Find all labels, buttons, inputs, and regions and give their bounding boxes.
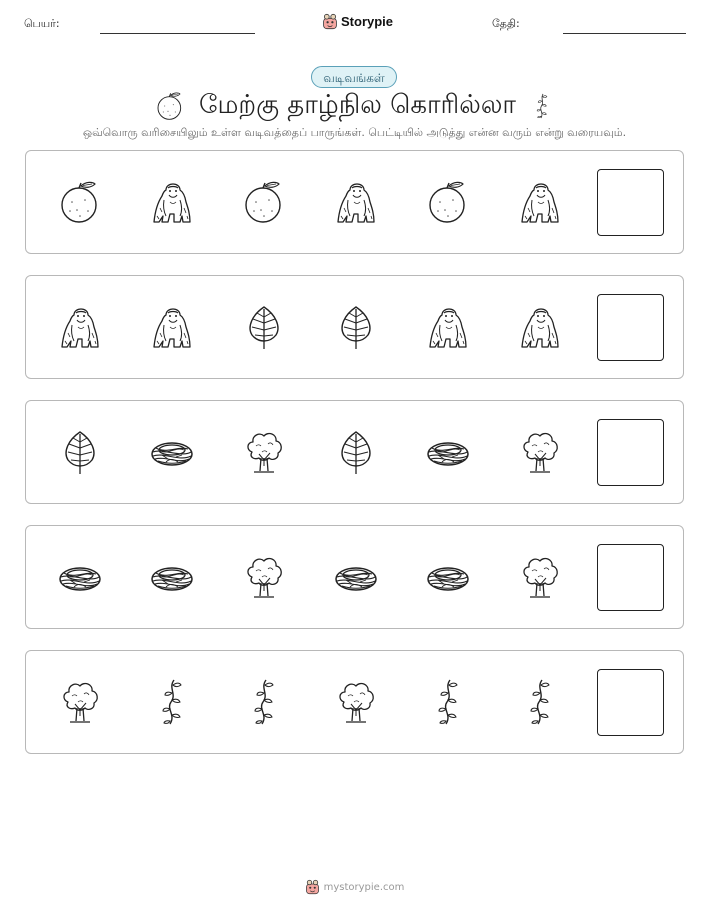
- pattern-cell: [518, 678, 562, 726]
- vine-icon: [518, 678, 562, 726]
- answer-box[interactable]: [597, 669, 664, 736]
- leaf-icon: [242, 303, 286, 351]
- gorilla-icon: [426, 303, 470, 351]
- orange-icon: [242, 178, 286, 226]
- vine-icon: [150, 678, 194, 726]
- orange-icon: [426, 178, 470, 226]
- pattern-row: [25, 650, 684, 754]
- nest-icon: [426, 553, 470, 601]
- footer: [0, 879, 709, 895]
- leaf-icon: [58, 428, 102, 476]
- pattern-cell: [334, 678, 378, 726]
- footer-url: mystorypie.com: [323, 881, 405, 893]
- pattern-cell: [426, 428, 470, 476]
- category-badge: வடிவங்கள்: [311, 66, 397, 88]
- pattern-cell: [58, 428, 102, 476]
- tree-icon: [334, 678, 378, 726]
- gorilla-icon: [150, 178, 194, 226]
- mascot-icon: [322, 13, 338, 30]
- gorilla-icon: [334, 178, 378, 226]
- gorilla-icon: [518, 178, 562, 226]
- pattern-cell: [242, 303, 286, 351]
- pattern-cell: [150, 678, 194, 726]
- answer-box[interactable]: [597, 419, 664, 486]
- leaf-icon: [334, 428, 378, 476]
- gorilla-icon: [518, 303, 562, 351]
- pattern-cell: [334, 303, 378, 351]
- name-label: பெயர்:: [24, 17, 60, 30]
- answer-box[interactable]: [597, 294, 664, 361]
- nest-icon: [58, 553, 102, 601]
- pattern-cell: [518, 553, 562, 601]
- pattern-cell: [150, 428, 194, 476]
- brand-logo: [322, 13, 393, 30]
- pattern-cell: [58, 678, 102, 726]
- orange-icon: [58, 178, 102, 226]
- pattern-cell: [150, 178, 194, 226]
- leaf-icon: [334, 303, 378, 351]
- pattern-cell: [242, 428, 286, 476]
- title-row: [0, 87, 709, 125]
- answer-box[interactable]: [597, 544, 664, 611]
- tree-icon: [58, 678, 102, 726]
- pattern-cell: [426, 553, 470, 601]
- date-line[interactable]: [563, 33, 686, 34]
- page-title: மேற்கு தாழ்நில கொரில்லா: [198, 89, 517, 120]
- pattern-cell: [242, 553, 286, 601]
- pattern-cell: [518, 303, 562, 351]
- answer-box[interactable]: [597, 169, 664, 236]
- pattern-cell: [58, 178, 102, 226]
- tree-icon: [242, 553, 286, 601]
- tree-icon: [518, 428, 562, 476]
- brand-name: Storypie: [341, 14, 394, 29]
- pattern-row: [25, 150, 684, 254]
- nest-icon: [150, 428, 194, 476]
- nest-icon: [426, 428, 470, 476]
- pattern-cell: [242, 178, 286, 226]
- pattern-cell: [334, 553, 378, 601]
- tree-icon: [242, 428, 286, 476]
- pattern-row: [25, 275, 684, 379]
- orange-icon: [155, 90, 185, 122]
- instructions: ஒவ்வொரு வரிசையிலும் உள்ள வடிவத்தைப் பாருங்கள். பெட்டியில் அடுத்து என்ன வரும் என்று வரையவும்.: [82, 126, 627, 139]
- pattern-cell: [426, 303, 470, 351]
- pattern-cell: [150, 303, 194, 351]
- pattern-cell: [58, 303, 102, 351]
- vine-icon: [426, 678, 470, 726]
- name-line[interactable]: [100, 33, 255, 34]
- vine-icon: [242, 678, 286, 726]
- pattern-cell: [518, 428, 562, 476]
- nest-icon: [334, 553, 378, 601]
- pattern-cell: [334, 178, 378, 226]
- tree-icon: [518, 553, 562, 601]
- pattern-cell: [150, 553, 194, 601]
- gorilla-icon: [58, 303, 102, 351]
- date-label: தேதி:: [492, 17, 520, 30]
- pattern-cell: [334, 428, 378, 476]
- pattern-cell: [58, 553, 102, 601]
- pattern-row: [25, 525, 684, 629]
- vine-icon: [530, 90, 554, 122]
- gorilla-icon: [150, 303, 194, 351]
- nest-icon: [150, 553, 194, 601]
- mascot-icon: [305, 879, 320, 895]
- pattern-cell: [426, 178, 470, 226]
- pattern-row: [25, 400, 684, 504]
- pattern-cell: [242, 678, 286, 726]
- pattern-cell: [518, 178, 562, 226]
- pattern-cell: [426, 678, 470, 726]
